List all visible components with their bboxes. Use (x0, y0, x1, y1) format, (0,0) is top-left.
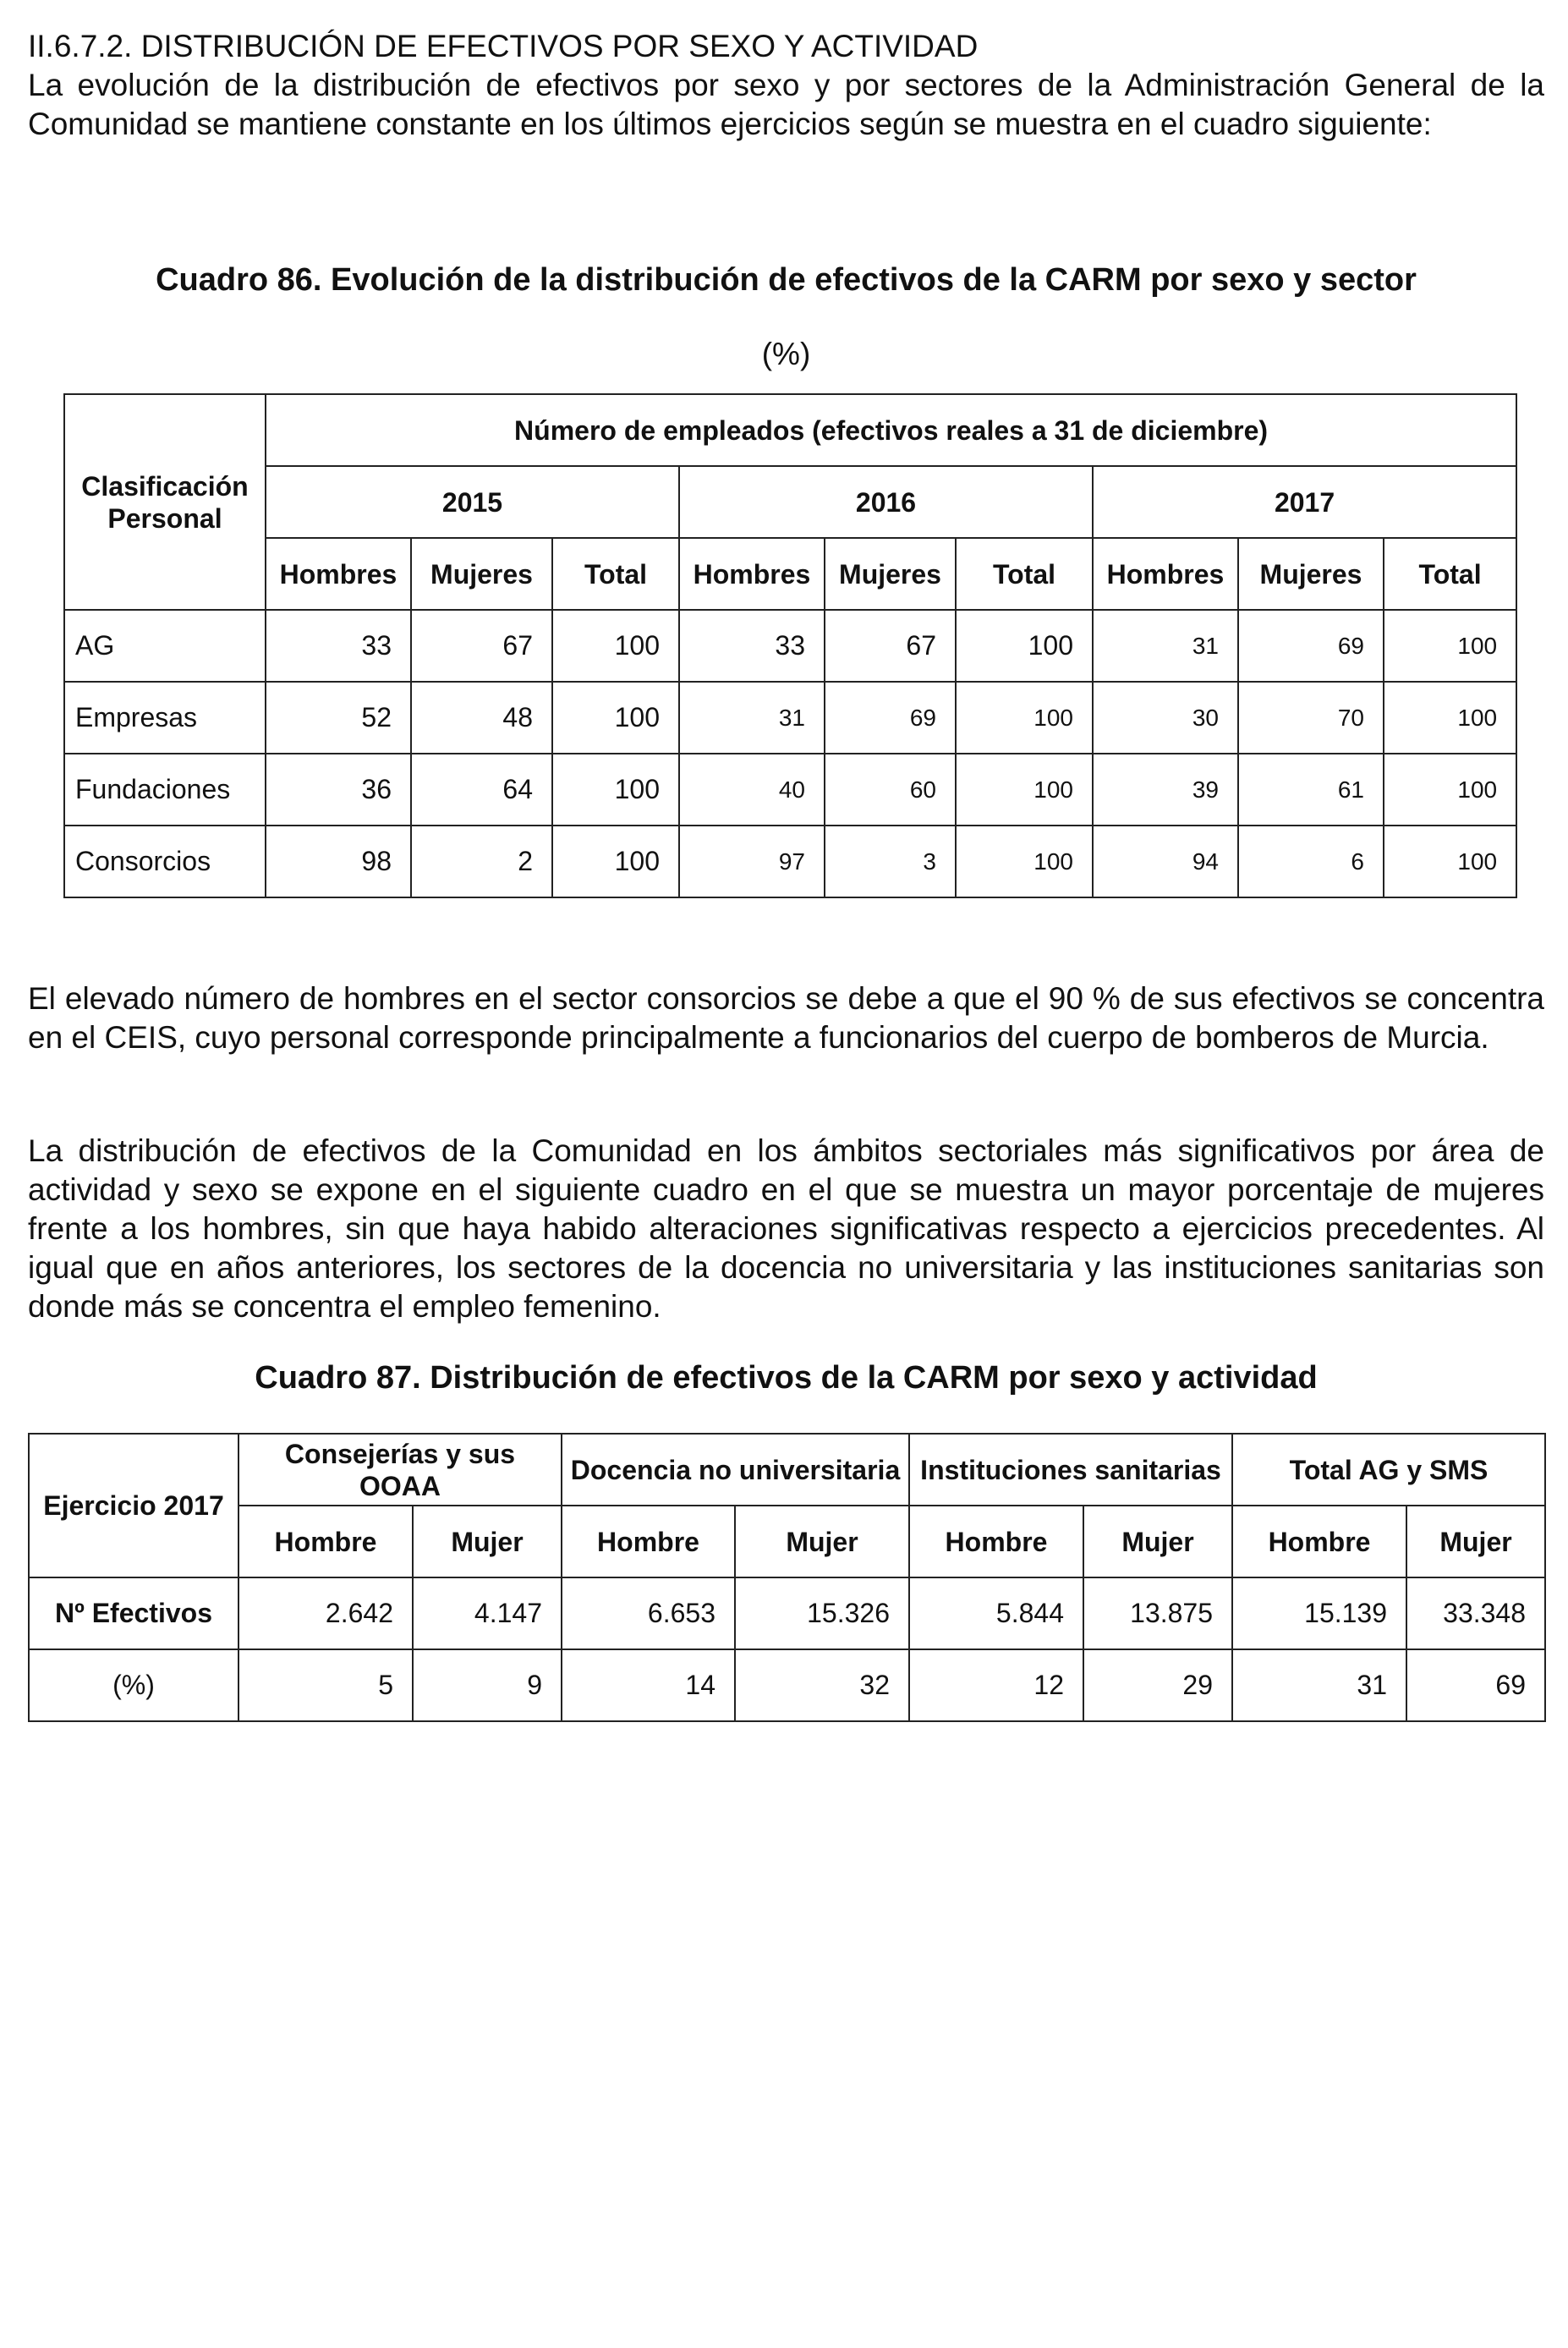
cell: 100 (1384, 826, 1516, 897)
cell: 100 (1384, 610, 1516, 682)
cell: 4.147 (413, 1577, 562, 1649)
cuadro87-caption: Cuadro 87. Distribución de efectivos de la CARM por sexo y actividad (255, 1360, 1318, 1396)
cell: 31 (1232, 1649, 1406, 1721)
cuadro87-subheader: Hombre (238, 1506, 413, 1577)
table-row (29, 1649, 1545, 1721)
cuadro86-subheader: Total (956, 538, 1093, 610)
section-title: II.6.7.2. DISTRIBUCIÓN DE EFECTIVOS POR SEXO Y ACTIVIDAD (28, 29, 979, 63)
cuadro86-year: 2017 (1093, 466, 1516, 538)
cell: 60 (825, 754, 956, 826)
cuadro86-subheader: Total (552, 538, 679, 610)
cuadro86-subheader: Total (1384, 538, 1516, 610)
cell: 61 (1238, 754, 1384, 826)
cuadro86-caption: Cuadro 86. Evolución de la distribución de efectivos de la CARM por sexo y sector (156, 262, 1417, 298)
cell: 97 (679, 826, 825, 897)
cell: 6 (1238, 826, 1384, 897)
document-page (28, 24, 1544, 1700)
cuadro86-subheader: Hombres (1093, 538, 1238, 610)
cell: 30 (1093, 682, 1238, 754)
cell: 40 (679, 754, 825, 826)
cuadro87-group: Docencia no universitaria (562, 1434, 909, 1506)
cell: 52 (266, 682, 411, 754)
row-label: Consorcios (64, 826, 266, 897)
cuadro87-row-header: Ejercicio 2017 (29, 1434, 238, 1577)
cell: 6.653 (562, 1577, 735, 1649)
cell: 100 (552, 682, 679, 754)
cell: 100 (552, 754, 679, 826)
cell: 15.139 (1232, 1577, 1406, 1649)
row-label: AG (64, 610, 266, 682)
table-row (29, 1577, 1545, 1649)
cell: 69 (825, 682, 956, 754)
cuadro86-subheader: Hombres (679, 538, 825, 610)
row-label: Fundaciones (64, 754, 266, 826)
cuadro87-table (28, 1433, 1546, 1722)
cuadro87-group: Instituciones sanitarias (909, 1434, 1232, 1506)
cell: 3 (825, 826, 956, 897)
cuadro86-table (63, 393, 1517, 898)
cell: 64 (411, 754, 552, 826)
cell: 100 (956, 610, 1093, 682)
cell: 29 (1083, 1649, 1232, 1721)
cell: 2.642 (238, 1577, 413, 1649)
cell: 2 (411, 826, 552, 897)
cell: 98 (266, 826, 411, 897)
cell: 94 (1093, 826, 1238, 897)
cell: 31 (1093, 610, 1238, 682)
cuadro87-subheader: Hombre (1232, 1506, 1406, 1577)
cuadro86-row-header: Clasificación Personal (64, 394, 266, 610)
paragraph-distribution: La distribución de efectivos de la Comunidad en los ámbitos sectoriales más significativos por área de actividad y sexo se expone en el siguiente cuadro en el que se muestra un mayor porcentaje de mujeres frente a los hombres, sin que haya habido alteraciones significativas respecto a ejercicios precedentes. Al igual que en años anteriores, los sectores de la docencia no universitaria y las instituciones sanitarias son donde más se concentra el empleo femenino. (28, 1133, 1544, 1324)
cell: 36 (266, 754, 411, 826)
table-row (64, 754, 1516, 826)
cell: 5 (238, 1649, 413, 1721)
cell: 33 (679, 610, 825, 682)
cuadro86-unit: (%) (761, 337, 811, 371)
row-label: Nº Efectivos (29, 1577, 238, 1649)
cuadro86-subheader: Mujeres (825, 538, 956, 610)
cuadro86-subheader: Mujeres (411, 538, 552, 610)
cell: 31 (679, 682, 825, 754)
cell: 33 (266, 610, 411, 682)
cuadro87-subheader: Mujer (735, 1506, 909, 1577)
cell: 100 (1384, 682, 1516, 754)
cuadro86-year: 2016 (679, 466, 1093, 538)
cuadro87-subheader: Mujer (1083, 1506, 1232, 1577)
table-row (64, 682, 1516, 754)
cell: 9 (413, 1649, 562, 1721)
cuadro87-group: Consejerías y sus OOAA (238, 1434, 562, 1506)
cuadro87-subheader: Mujer (1406, 1506, 1545, 1577)
table-row (64, 610, 1516, 682)
cell: 70 (1238, 682, 1384, 754)
row-label: Empresas (64, 682, 266, 754)
cell: 5.844 (909, 1577, 1083, 1649)
paragraph-consorcios: El elevado número de hombres en el sector consorcios se debe a que el 90 % de sus efectivos se concentra en el CEIS, cuyo personal corresponde principalmente a funcionarios del cuerpo de bomberos de Murcia. (28, 981, 1544, 1055)
cell: 14 (562, 1649, 735, 1721)
cell: 69 (1406, 1649, 1545, 1721)
cell: 100 (552, 610, 679, 682)
cell: 100 (1384, 754, 1516, 826)
cuadro87-subheader: Mujer (413, 1506, 562, 1577)
cell: 67 (825, 610, 956, 682)
cell: 13.875 (1083, 1577, 1232, 1649)
cell: 39 (1093, 754, 1238, 826)
cuadro87-subheader: Hombre (909, 1506, 1083, 1577)
row-label: (%) (29, 1649, 238, 1721)
cuadro86-group-header: Número de empleados (efectivos reales a 31 de diciembre) (266, 394, 1516, 466)
cell: 100 (552, 826, 679, 897)
table-row (64, 826, 1516, 897)
cell: 32 (735, 1649, 909, 1721)
cell: 69 (1238, 610, 1384, 682)
cuadro86-subheader: Mujeres (1238, 538, 1384, 610)
cell: 67 (411, 610, 552, 682)
cell: 48 (411, 682, 552, 754)
cell: 100 (956, 682, 1093, 754)
intro-paragraph: La evolución de la distribución de efectivos por sexo y por sectores de la Administración General de la Comunidad se mantiene constante en los últimos ejercicios según se muestra en el cuadro siguiente: (28, 68, 1544, 141)
cuadro86-year: 2015 (266, 466, 679, 538)
cell: 15.326 (735, 1577, 909, 1649)
cuadro86-subheader: Hombres (266, 538, 411, 610)
cell: 100 (956, 754, 1093, 826)
cell: 100 (956, 826, 1093, 897)
cell: 12 (909, 1649, 1083, 1721)
cuadro87-group: Total AG y SMS (1232, 1434, 1545, 1506)
cuadro87-subheader: Hombre (562, 1506, 735, 1577)
cell: 33.348 (1406, 1577, 1545, 1649)
